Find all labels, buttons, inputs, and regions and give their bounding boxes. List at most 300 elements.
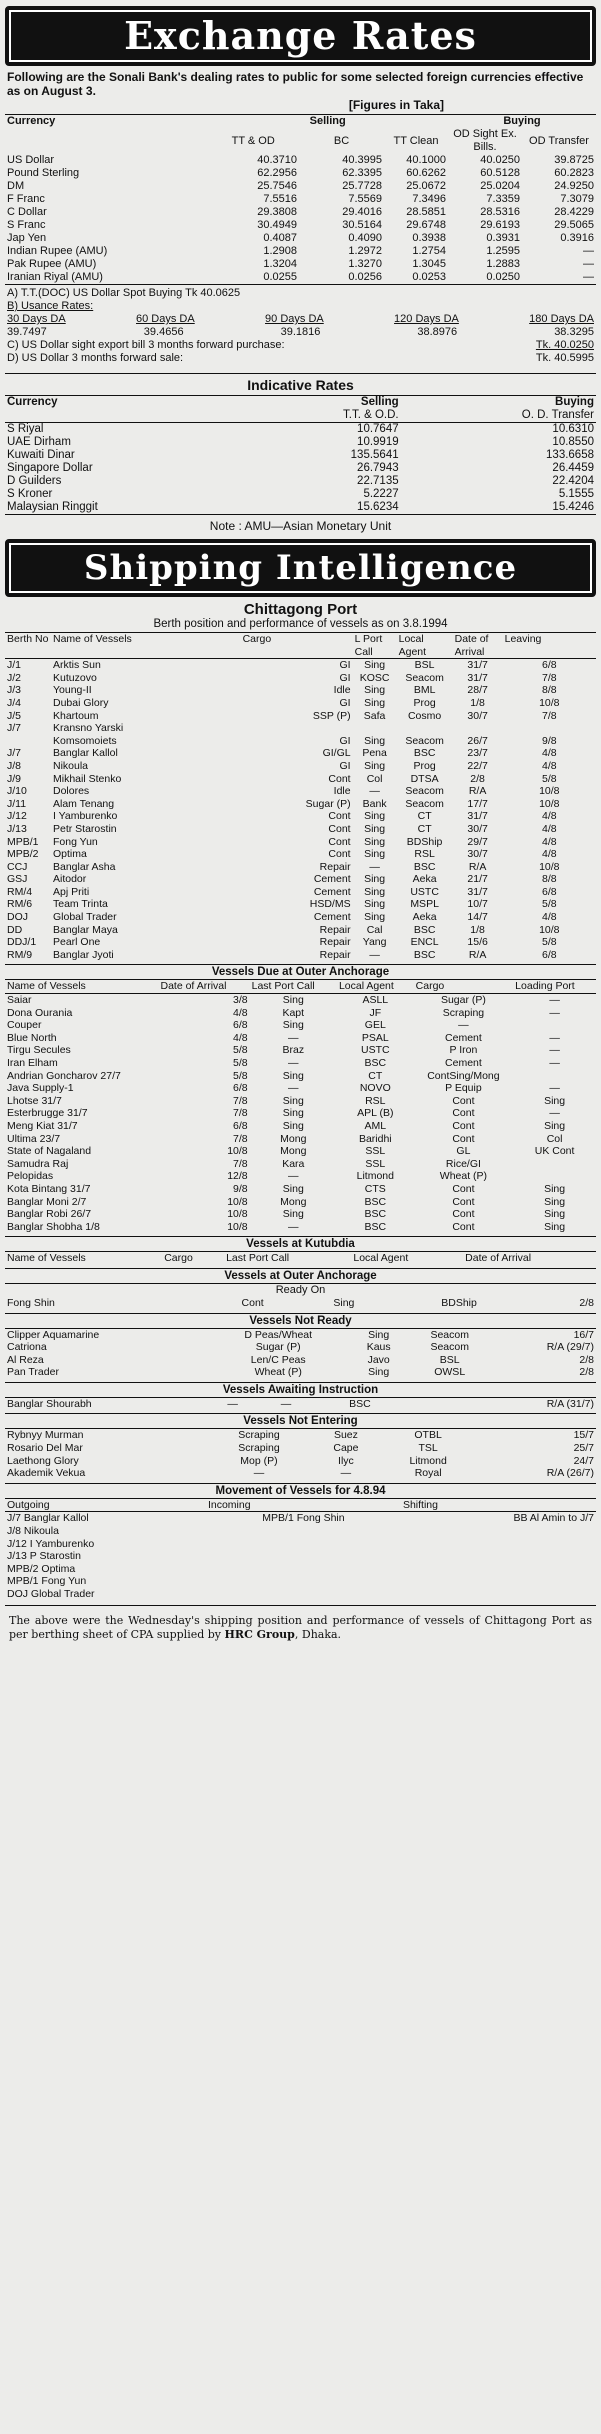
- berth-row: [5, 936, 596, 949]
- anchorage-row: [5, 1221, 596, 1234]
- movement-incoming-header: Incoming: [207, 1498, 251, 1511]
- currency-name: F Franc: [7, 193, 45, 205]
- berth-cell: Banglar Kallol: [53, 747, 118, 760]
- usance-label: 30 Days DA: [7, 313, 66, 325]
- movement-outgoing: J/13 P Starostin: [7, 1550, 81, 1563]
- rate-value: 25.0204: [480, 180, 520, 192]
- movement-row: [5, 1563, 596, 1576]
- berth-cell: 7/8: [542, 671, 557, 684]
- anchorage-cell: Sing: [282, 994, 304, 1007]
- berth-cell: Sing: [364, 810, 386, 823]
- not-entering-row-cell: Suez: [333, 1429, 358, 1442]
- ind-currency: S Kroner: [7, 488, 53, 500]
- ind-buying: 10.6310: [552, 423, 594, 435]
- berth-cell: CCJ: [7, 860, 28, 873]
- berth-cell: Cal: [366, 923, 383, 936]
- not-ready-row-cell: Clipper Aquamarine: [7, 1328, 100, 1341]
- berth-col-header: Cargo: [242, 633, 272, 645]
- rate-value: 0.4087: [263, 232, 298, 244]
- rate-value: 7.3079: [560, 193, 594, 205]
- anchorage-row: [5, 994, 596, 1007]
- berth-cell: 15/6: [467, 936, 488, 949]
- not-ready-row-cell: Sing: [368, 1366, 390, 1379]
- berth-cell: 4/8: [542, 848, 557, 861]
- berth-row: [5, 672, 596, 685]
- note-a: A) T.T.(DOC) US Dollar Spot Buying Tk 40.0625: [7, 287, 241, 299]
- berth-cell: —: [369, 785, 380, 798]
- ind-buying: 10.8550: [552, 436, 594, 448]
- berth-cell: 10/7: [467, 898, 488, 911]
- berth-cell: Seacom: [405, 734, 444, 747]
- ind-currency: Malaysian Ringgit: [7, 501, 98, 513]
- anchorage-cell: 10/8: [227, 1208, 248, 1221]
- berth-col-header: Date of Arrival: [454, 633, 489, 658]
- berth-cell: Dolores: [53, 785, 90, 798]
- anchorage-cell: 7/8: [233, 1157, 248, 1170]
- berth-cell: Sing: [364, 759, 386, 772]
- berth-cell: 31/7: [467, 671, 488, 684]
- berth-cell: Kutuzovo: [53, 671, 97, 684]
- berth-cell: 10/8: [539, 696, 560, 709]
- berth-cell: [241, 722, 353, 735]
- anchorage-cell: Sing: [544, 1220, 566, 1233]
- berth-cell: Cont: [328, 848, 351, 861]
- anchorage-cell: SSL: [365, 1145, 386, 1158]
- berth-row: [5, 861, 596, 874]
- anchorage-cell: BSC: [364, 1220, 387, 1233]
- anchorage-cell: Kapt: [282, 1006, 305, 1019]
- berth-cell: Sing: [364, 659, 386, 672]
- anchorage-col-header: Last Port Call: [251, 980, 315, 993]
- anchorage-cell: Dona Ourania: [7, 1006, 73, 1019]
- rate-value: 39.8725: [554, 154, 594, 166]
- berth-cell: USTC: [410, 885, 439, 898]
- movement-shifting: [401, 1550, 596, 1563]
- anchorage-cell: 3/8: [233, 994, 248, 1007]
- not-entering-row-cell: Scraping: [238, 1442, 280, 1455]
- movement-shifting: BB Al Amin to J/7: [513, 1512, 594, 1525]
- anchorage-cell: [513, 1070, 596, 1083]
- movement-outgoing: J/12 I Yamburenko: [7, 1537, 95, 1550]
- berth-cell: Dubai Glory: [53, 696, 109, 709]
- anchorage-cell: Baridhi: [358, 1132, 392, 1145]
- berth-cell: 4/8: [542, 747, 557, 760]
- not-ready-row-cell: Kaus: [366, 1341, 391, 1354]
- ind-currency: Singapore Dollar: [7, 462, 93, 474]
- not-ready-row-cell: Al Reza: [7, 1353, 44, 1366]
- not-entering-row-cell: Scraping: [238, 1429, 280, 1442]
- note-c: [7, 339, 594, 352]
- ind-currency: UAE Dirham: [7, 436, 71, 448]
- berth-cell: 4/8: [542, 835, 557, 848]
- rate-value: 29.6748: [406, 219, 446, 231]
- berth-row: [5, 773, 596, 786]
- movement-shifting-header: Shifting: [402, 1498, 438, 1511]
- anchorage-cell: Lhotse 31/7: [7, 1094, 62, 1107]
- note-c-text: C) US Dollar sight export bill 3 months forward purchase:: [7, 339, 285, 351]
- anchorage-row: [5, 1044, 596, 1057]
- berth-cell: Sing: [364, 848, 386, 861]
- kutubdia-col-header: Local Agent: [353, 1252, 409, 1265]
- berth-cell: Cont: [328, 835, 351, 848]
- rate-value: —: [583, 271, 594, 283]
- awaiting-row-cell: R/A (31/7): [546, 1397, 594, 1410]
- anchorage-row: [5, 1196, 596, 1209]
- not-entering-row-cell: Cape: [333, 1442, 359, 1455]
- not-ready-row-cell: Wheat (P): [254, 1366, 302, 1379]
- anchorage-cell: —: [549, 1006, 560, 1019]
- anchorage-row: [5, 1082, 596, 1095]
- berth-cell: Cont: [328, 772, 351, 785]
- indicative-table: [5, 395, 596, 514]
- anchorage-cell: Mong: [280, 1145, 307, 1158]
- berth-cell: Cement: [313, 885, 351, 898]
- anchorage-row: [5, 1007, 596, 1020]
- berth-cell: Young-II: [53, 684, 92, 697]
- anchorage-cell: Cont: [452, 1107, 475, 1120]
- ind-buying: 133.6658: [546, 449, 594, 461]
- exchange-row: [5, 245, 596, 258]
- berth-cell: [353, 722, 397, 735]
- not-entering-row-cell: Litmond: [409, 1454, 447, 1467]
- berth-cell: Kransno Yarski: [53, 722, 124, 735]
- anchorage-cell: Cont: [452, 1208, 475, 1221]
- anchorage-row: [5, 1107, 596, 1120]
- berth-cell: BSC: [413, 747, 436, 760]
- anchorage-cell: Sing: [282, 1019, 304, 1032]
- berth-cell: 5/8: [542, 898, 557, 911]
- awaiting-row-cell: —: [227, 1397, 238, 1410]
- exchange-row: [5, 206, 596, 219]
- not-entering-row-cell: —: [253, 1467, 265, 1480]
- berth-cell: Banglar Jyoti: [53, 948, 114, 961]
- not-ready-row-cell: 16/7: [573, 1328, 594, 1341]
- berth-cell: J/13: [7, 822, 27, 835]
- currency-name: Pak Rupee (AMU): [7, 258, 97, 270]
- anchorage-cell: Sing: [282, 1069, 304, 1082]
- berth-row: [5, 760, 596, 773]
- anchorage-row: [5, 1170, 596, 1183]
- berth-cell: Seacom: [405, 797, 444, 810]
- berth-cell: Sugar (P): [305, 797, 351, 810]
- berth-table: [5, 632, 596, 961]
- anchorage-cell: Mong: [280, 1195, 307, 1208]
- anchorage-cell: Sing: [282, 1208, 304, 1221]
- col-selling: Selling: [309, 115, 346, 127]
- note-d-text: D) US Dollar 3 months forward sale:: [7, 352, 184, 364]
- indicative-row: [5, 501, 596, 514]
- movement-title: Movement of Vessels for 4.8.94: [5, 1483, 596, 1499]
- berth-cell: Repair: [319, 936, 351, 949]
- usance-value: 39.7497: [7, 326, 47, 338]
- indicative-row: [5, 436, 596, 449]
- awaiting-row-cell: Banglar Shourabh: [7, 1397, 92, 1410]
- rate-value: 28.5316: [480, 206, 520, 218]
- berth-cell: Yang: [362, 936, 387, 949]
- awaiting-title: Vessels Awaiting Instruction: [5, 1382, 596, 1398]
- anchorage-cell: Iran Elham: [7, 1057, 58, 1069]
- anchorage-cell: Sing: [282, 1094, 304, 1107]
- anchorage-cell: Wheat (P): [439, 1170, 488, 1183]
- berth-cell: DOJ: [7, 911, 28, 924]
- rate-value: 0.0250: [486, 271, 520, 283]
- rate-value: 0.3938: [412, 232, 446, 244]
- not-ready-row-cell: Pan Trader: [7, 1366, 59, 1379]
- anchorage-cell: JF: [369, 1006, 382, 1019]
- berth-cell: [397, 722, 453, 735]
- usance-label: 120 Days DA: [394, 313, 459, 325]
- rate-value: 1.2883: [486, 258, 520, 270]
- berth-cell: 7/8: [542, 709, 557, 722]
- anchorage-cell: 4/8: [233, 1006, 248, 1019]
- rate-value: 62.3395: [342, 167, 382, 179]
- anchorage-cell: Sing: [282, 1182, 304, 1195]
- berth-cell: Banglar Maya: [53, 923, 118, 936]
- berth-row: [5, 659, 596, 672]
- berth-cell: Aitodor: [53, 873, 87, 886]
- exchange-row: [5, 271, 596, 284]
- berth-cell: RM/6: [7, 898, 33, 911]
- berth-row: [5, 798, 596, 811]
- not-entering-row-cell: 24/7: [573, 1454, 594, 1467]
- rate-value: 7.5569: [348, 193, 382, 205]
- anchorage-col-header: Name of Vessels: [7, 980, 86, 993]
- berth-cell: 22/7: [467, 759, 488, 772]
- anchorage-cell: 5/8: [233, 1044, 248, 1057]
- anchorage-cell: —: [549, 994, 560, 1007]
- berth-cell: MSPL: [410, 898, 439, 911]
- berth-cell: 9/8: [542, 734, 557, 747]
- anchorage-cell: Col: [546, 1132, 563, 1145]
- anchorage-col-header: Date of Arrival: [160, 980, 227, 993]
- berth-cell: GI/GL: [322, 747, 351, 760]
- berth-cell: Sing: [364, 885, 386, 898]
- berth-cell: Banglar Asha: [53, 860, 116, 873]
- not-entering-row-cell: TSL: [418, 1442, 438, 1455]
- col-od-transfer: OD Transfer: [529, 134, 589, 147]
- berth-row: [5, 836, 596, 849]
- berth-cell: BML: [413, 684, 436, 697]
- anchorage-cell: Blue North: [7, 1031, 57, 1044]
- berth-cell: Nikoula: [53, 759, 89, 772]
- movement-incoming: [206, 1525, 401, 1538]
- ind-col-buying-sub: O. D. Transfer: [521, 409, 594, 421]
- movement-row: [5, 1550, 596, 1563]
- anchorage-cell: Ultima 23/7: [7, 1132, 61, 1145]
- movement-shifting: [401, 1538, 596, 1551]
- not-entering-table: [5, 1429, 596, 1479]
- anchorage-cell: —: [288, 1057, 299, 1069]
- anchorage-cell: P Iron: [449, 1044, 478, 1057]
- footer-city: , Dhaka.: [294, 1627, 342, 1641]
- outer-row-cell: Sing: [333, 1296, 355, 1309]
- berth-row: [5, 747, 596, 760]
- berth-row: [5, 949, 596, 962]
- berth-header-row: [5, 633, 596, 659]
- not-ready-table: [5, 1329, 596, 1379]
- anchorage-cell: 10/8: [227, 1145, 248, 1158]
- kutubdia-col-header: Cargo: [164, 1252, 193, 1265]
- anchorage-cell: [513, 1170, 596, 1183]
- anchorage-cell: Cont: [452, 1220, 475, 1233]
- rate-value: 40.3995: [342, 154, 382, 166]
- berth-cell: Repair: [319, 923, 351, 936]
- indicative-row: [5, 449, 596, 462]
- berth-cell: J/11: [7, 797, 27, 810]
- not-entering-row-cell: Mop (P): [240, 1454, 278, 1467]
- not-entering-row-cell: Laethong Glory: [7, 1454, 79, 1467]
- anchorage-cell: Rice/GI: [445, 1157, 481, 1170]
- anchorage-cell: 7/8: [233, 1107, 248, 1120]
- berth-cell: J/7: [7, 722, 22, 735]
- movement-row: [5, 1512, 596, 1525]
- not-entering-row: [5, 1455, 596, 1468]
- not-ready-row-cell: Sing: [368, 1328, 390, 1341]
- rate-value: 29.5065: [554, 219, 594, 231]
- berth-cell: 10/8: [539, 797, 560, 810]
- berth-cell: Mikhail Stenko: [53, 772, 122, 785]
- berth-cell: J/12: [7, 810, 27, 823]
- not-entering-row-cell: OTBL: [414, 1429, 442, 1442]
- rate-value: 1.3270: [348, 258, 382, 270]
- rate-value: 24.9250: [554, 180, 594, 192]
- anchorage-row: [5, 1057, 596, 1070]
- currency-name: Iranian Riyal (AMU): [7, 271, 103, 283]
- anchorage-row: [5, 1032, 596, 1045]
- not-entering-row: [5, 1442, 596, 1455]
- indicative-row: [5, 475, 596, 488]
- indicative-rows: [5, 423, 596, 515]
- kutubdia-header-row: [5, 1252, 596, 1265]
- berth-cell: 4/8: [542, 911, 557, 924]
- berth-row: [5, 684, 596, 697]
- anchorage-cell: 12/8: [227, 1170, 248, 1183]
- berth-col-header: Name of Vessels: [53, 633, 132, 645]
- berth-row: [5, 785, 596, 798]
- not-entering-row-cell: Royal: [414, 1467, 442, 1480]
- anchorage-cell: GL: [456, 1145, 471, 1158]
- berth-col-header: L Port Call: [354, 633, 383, 658]
- berth-cell: J/4: [7, 696, 22, 709]
- anchorage-cell: Cont: [452, 1132, 475, 1145]
- newspaper-page: [5, 6, 596, 1642]
- anchorage-cell: Sing: [544, 1182, 566, 1195]
- berth-cell: 17/7: [467, 797, 488, 810]
- anchorage-col-header: Loading Port: [515, 980, 575, 993]
- anchorage-cell: PSAL: [361, 1031, 389, 1044]
- berth-cell: 28/7: [467, 684, 488, 697]
- berth-col-header: Leaving: [504, 633, 542, 645]
- anchorage-header-row: [5, 980, 596, 993]
- not-ready-row-cell: D Peas/Wheat: [244, 1328, 313, 1341]
- berth-cell: Sing: [364, 684, 386, 697]
- anchorage-cell: AML: [364, 1119, 387, 1132]
- ind-selling: 26.7943: [357, 462, 399, 474]
- berth-cell: 14/7: [467, 911, 488, 924]
- rate-value: 1.2595: [486, 245, 520, 257]
- anchorage-cell: Saiar: [7, 994, 32, 1007]
- movement-row: [5, 1538, 596, 1551]
- anchorage-rows: [5, 994, 596, 1234]
- anchorage-cell: Sugar (P): [440, 994, 486, 1007]
- outer-anchorage-title: Vessels at Outer Anchorage: [5, 1268, 596, 1284]
- exchange-intro: [5, 66, 596, 114]
- anchorage-cell: 7/8: [233, 1132, 248, 1145]
- anchorage-cell: 6/8: [233, 1119, 248, 1132]
- shipping-banner: [5, 539, 596, 597]
- rate-value: 1.3204: [263, 258, 298, 270]
- note-c-value: Tk. 40.0250: [535, 339, 594, 351]
- anchorage-cell: [513, 1158, 596, 1171]
- berth-cell: Idle: [333, 785, 351, 798]
- indicative-row: [5, 423, 596, 437]
- col-buying: Buying: [503, 115, 541, 127]
- berth-cell: Sing: [364, 696, 386, 709]
- anchorage-row: [5, 1019, 596, 1032]
- not-ready-row-cell: Seacom: [430, 1341, 469, 1354]
- rate-value: 29.6193: [480, 219, 520, 231]
- not-entering-row-cell: R/A (26/7): [546, 1467, 594, 1480]
- anchorage-cell: 5/8: [233, 1069, 248, 1082]
- anchorage-cell: Sing: [544, 1119, 566, 1132]
- berth-cell: Aeka: [412, 873, 437, 886]
- anchorage-cell: Litmond: [356, 1170, 394, 1183]
- movement-rows: [5, 1512, 596, 1601]
- outer-row-cell: BDShip: [441, 1296, 477, 1309]
- not-ready-row-cell: Len/C Peas: [250, 1353, 306, 1366]
- berth-cell: Cement: [313, 911, 351, 924]
- berth-cell: Seacom: [405, 785, 444, 798]
- anchorage-row: [5, 1183, 596, 1196]
- ind-col-selling-sub: T.T. & O.D.: [343, 409, 399, 421]
- ind-col-selling: Selling: [360, 396, 399, 408]
- anchorage-cell: Scraping: [442, 1006, 485, 1019]
- berth-cell: DTSA: [410, 772, 439, 785]
- berth-cell: J/8: [7, 759, 22, 772]
- currency-name: Indian Rupee (AMU): [7, 245, 108, 257]
- berth-cell: 29/7: [467, 835, 488, 848]
- anchorage-cell: 6/8: [233, 1082, 248, 1095]
- rate-value: —: [583, 258, 594, 270]
- col-currency: Currency: [7, 115, 56, 127]
- not-ready-row-cell: Catriona: [7, 1341, 47, 1354]
- movement-shifting: [401, 1575, 596, 1588]
- not-ready-row: [5, 1341, 596, 1354]
- movement-outgoing: MPB/1 Fong Yun: [7, 1575, 87, 1588]
- note-b: B) Usance Rates:: [7, 300, 94, 312]
- kutubdia-table: [5, 1252, 596, 1265]
- berth-row: [5, 898, 596, 911]
- indicative-row: [5, 462, 596, 475]
- exchange-intro-text: Following are the Sonali Bank's dealing rates to public for some selected foreign currencies effective as on August 3.: [7, 70, 584, 98]
- anchorage-cell: APL (B): [357, 1107, 394, 1120]
- berth-cell: 10/8: [539, 785, 560, 798]
- not-entering-row: [5, 1467, 596, 1480]
- anchorage-cell: Sing: [282, 1107, 304, 1120]
- indicative-title: Indicative Rates: [5, 373, 596, 393]
- anchorage-row: [5, 1208, 596, 1221]
- berth-cell: 6/8: [542, 948, 557, 961]
- awaiting-table: [5, 1398, 596, 1411]
- anchorage-cell: 5/8: [233, 1057, 248, 1069]
- berth-row: [5, 886, 596, 899]
- berth-cell: GI: [339, 759, 351, 772]
- berth-cell: Bank: [362, 797, 387, 810]
- anchorage-cell: Sing: [282, 1119, 304, 1132]
- berth-cell: 4/8: [542, 810, 557, 823]
- awaiting-row-cell: BSC: [349, 1397, 371, 1410]
- berth-cell: 8/8: [542, 684, 557, 697]
